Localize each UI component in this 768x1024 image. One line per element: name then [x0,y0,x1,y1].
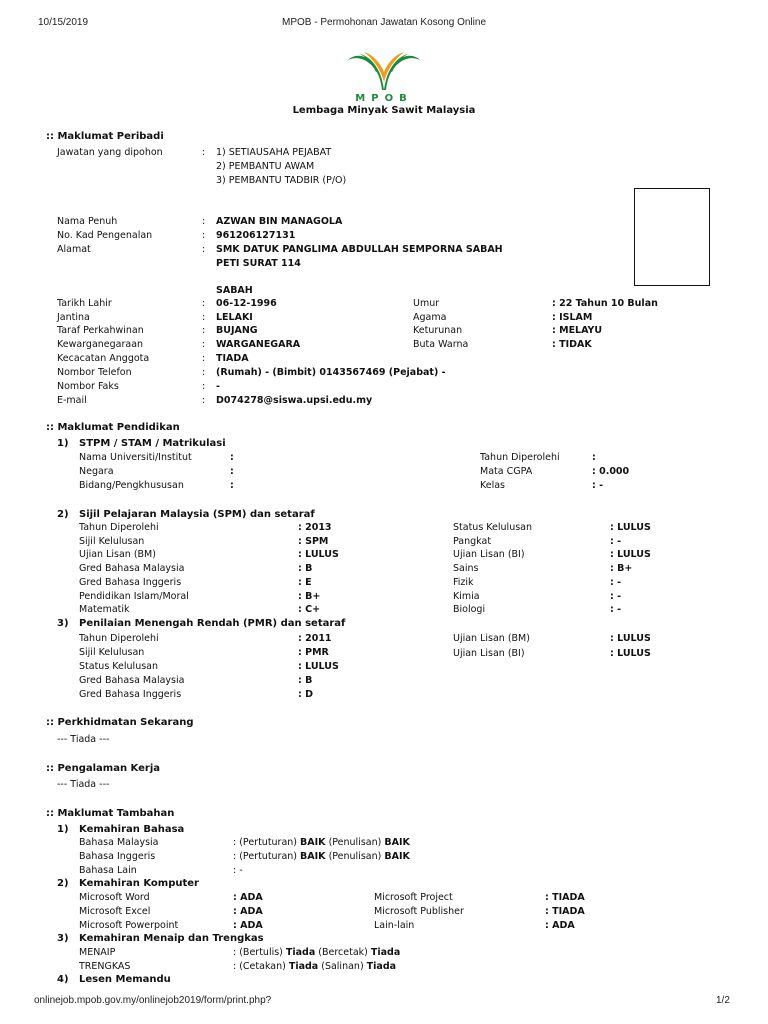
field-label: Gred Bahasa Malaysia [79,674,185,686]
field-label: Gred Bahasa Inggeris [79,688,182,700]
label-email: E-mail [57,395,87,406]
skill-label: Bahasa Malaysia [79,837,159,848]
label-cacat: Kecacatan Anggota [57,353,150,364]
value-warga: WARGANEGARA [216,339,301,350]
value-ic: 961206127131 [216,230,296,241]
alamat-line-3: SABAH [216,285,253,296]
field-value: : LULUS [610,522,651,533]
print-date: 10/15/2019 [38,17,89,28]
field-label: Sijil Kelulusan [79,646,145,658]
field-label: Matematik [79,604,130,616]
bahasa-title: Kemahiran Bahasa [79,824,185,835]
label-alamat: Alamat [57,244,91,255]
field-label: Sains [453,563,479,575]
skill-label: Bahasa Inggeris [79,851,156,862]
skill-value: : (Pertuturan) BAIK (Penulisan) BAIK [233,851,410,862]
field-value: : TIADA [545,892,585,903]
label-kahwin: Taraf Perkahwinan [57,325,144,336]
field-label: Pendidikan Islam/Moral [79,590,189,602]
label-tel: Nombor Telefon [57,367,132,378]
field-label: Status Kelulusan [79,660,159,672]
org-name: Lembaga Minyak Sawit Malaysia [292,105,476,116]
pengalaman-value: --- Tiada --- [57,779,110,790]
label-jantina: Jantina [57,312,90,323]
field-label: Ujian Lisan (BM) [79,549,156,561]
field-value: : ADA [233,906,263,917]
field-label: Fizik [453,576,474,588]
label-ic: No. Kad Pengenalan [57,230,153,241]
field-label: Negara [79,466,114,477]
label-agama: Agama [413,312,447,323]
field-label: Microsoft Publisher [374,906,464,917]
field-label: Tahun Diperolehi [79,522,159,533]
field-value: : D [298,688,313,700]
label-warga: Kewarganegaraan [57,339,144,350]
jawatan-1: 1) SETIAUSAHA PEJABAT [216,147,332,158]
skill-label: Bahasa Lain [79,865,137,876]
label-faks: Nombor Faks [57,381,119,392]
field-value: : B+ [610,563,633,575]
field-value: : [592,452,596,463]
field-value: : 2011 [298,633,332,644]
section-pengalaman: :: Pengalaman Kerja [46,763,161,774]
skill-value: : (Bertulis) Tiada (Bercetak) Tiada [233,947,401,958]
mpob-logo [346,42,422,94]
field-label: Bidang/Pengkhususan [79,480,184,491]
num-2: 2) [57,509,69,520]
skill-value: : (Cetakan) Tiada (Salinan) Tiada [233,961,397,972]
field-value: : - [610,590,622,602]
num-1: 1) [57,438,69,449]
field-value: : [230,466,234,477]
value-lahir: 06-12-1996 [216,298,277,309]
field-value: : 0.000 [592,466,630,477]
value-nama: AZWAN BIN MANAGOLA [216,216,343,227]
skill-value: : (Pertuturan) BAIK (Penulisan) BAIK [233,837,410,848]
logo-text: MPOB [355,93,413,104]
spm-title: Sijil Pelajaran Malaysia (SPM) dan setaraf [79,509,315,520]
skill-value: : - [233,865,243,876]
print-page: 1/2 [716,995,730,1006]
value-umur: : 22 Tahun 10 Bulan [552,298,658,309]
value-kahwin: BUJANG [216,325,258,336]
field-value: : ADA [545,920,575,931]
value-buta: : TIDAK [552,339,592,350]
field-value: : B [298,563,313,575]
field-value: : 2013 [298,522,332,533]
label-lahir: Tarikh Lahir [57,298,112,309]
field-label: Microsoft Excel [79,906,151,917]
value-email: D074278@siswa.upsi.edu.my [216,395,373,406]
label-nama: Nama Penuh [57,216,118,227]
value-tel: (Rumah) - (Bimbit) 0143567469 (Pejabat) - [216,367,446,378]
field-value: : - [592,480,604,491]
field-label: Microsoft Powerpoint [79,920,179,931]
komputer-title: Kemahiran Komputer [79,878,199,889]
num-t2: 2) [57,878,69,889]
field-value: : LULUS [610,633,651,644]
field-value: : [230,480,234,491]
section-peribadi: :: Maklumat Peribadi [46,131,164,142]
field-label: Nama Universiti/Institut [79,452,192,463]
field-label: Microsoft Word [79,892,150,903]
field-value: : - [610,535,622,547]
field-value: : C+ [298,604,321,616]
value-cacat: TIADA [216,353,249,364]
field-value: : ADA [233,892,263,903]
field-label: Gred Bahasa Malaysia [79,563,185,575]
section-pendidikan: :: Maklumat Pendidikan [46,422,180,433]
perkhidmatan-value: --- Tiada --- [57,734,110,745]
print-title: MPOB - Permohonan Jawatan Kosong Online [282,17,486,28]
label-jawatan: Jawatan yang dipohon [57,147,163,158]
field-value: : LULUS [298,660,339,672]
value-jantina: LELAKI [216,312,253,323]
field-value: : B [298,674,313,686]
field-value: : - [610,604,622,616]
label-keturunan: Keturunan [413,325,463,336]
section-perkhidmatan: :: Perkhidmatan Sekarang [46,717,194,728]
skill-label: MENAIP [79,947,116,958]
num-t4: 4) [57,974,69,985]
alamat-line-1: SMK DATUK PANGLIMA ABDULLAH SEMPORNA SABAH [216,244,503,255]
field-label: Ujian Lisan (BM) [453,633,530,644]
value-keturunan: : MELAYU [552,325,603,336]
field-label: Kimia [453,590,480,602]
field-label: Status Kelulusan [453,522,533,533]
field-label: Microsoft Project [374,892,453,903]
jawatan-3: 3) PEMBANTU TADBIR (P/O) [216,175,347,186]
field-value: : ADA [233,920,263,931]
menaip-title: Kemahiran Menaip dan Trengkas [79,933,264,944]
field-label: Mata CGPA [480,466,533,477]
value-faks: - [216,381,220,392]
field-label: Ujian Lisan (BI) [453,549,525,561]
field-value: : PMR [298,646,329,658]
field-label: Tahun Diperolehi [480,452,560,463]
stpm-title: STPM / STAM / Matrikulasi [79,438,226,449]
num-3: 3) [57,618,69,629]
field-value: : [230,452,234,463]
field-value: : SPM [298,535,329,547]
value-agama: : ISLAM [552,312,593,323]
field-value: : LULUS [610,647,651,659]
field-label: Sijil Kelulusan [79,535,145,547]
skill-label: TRENGKAS [79,961,131,972]
num-t3: 3) [57,933,69,944]
field-value: : LULUS [610,549,651,561]
field-value: : E [298,576,312,588]
pmr-title: Penilaian Menengah Rendah (PMR) dan setaraf [79,618,346,629]
section-tambahan: :: Maklumat Tambahan [46,808,175,819]
field-label: Tahun Diperolehi [79,633,159,644]
colon: : [202,147,206,158]
label-umur: Umur [413,298,440,309]
alamat-line-2: PETI SURAT 114 [216,258,301,269]
field-value: : LULUS [298,549,339,561]
field-label: Kelas [480,480,506,491]
print-url: onlinejob.mpob.gov.my/onlinejob2019/form/print.php? [34,995,272,1006]
field-label: Biologi [453,604,486,616]
field-value: : B+ [298,590,321,602]
field-label: Ujian Lisan (BI) [453,647,525,659]
field-value: : - [610,576,622,588]
num-t1: 1) [57,824,69,835]
field-label: Pangkat [453,535,492,547]
jawatan-2: 2) PEMBANTU AWAM [216,161,315,172]
field-label: Lain-lain [374,920,415,931]
field-value: : TIADA [545,906,585,917]
photo-box [634,188,710,286]
lesen-title: Lesen Memandu [79,974,171,985]
field-label: Gred Bahasa Inggeris [79,576,182,588]
label-buta: Buta Warna [413,339,469,350]
